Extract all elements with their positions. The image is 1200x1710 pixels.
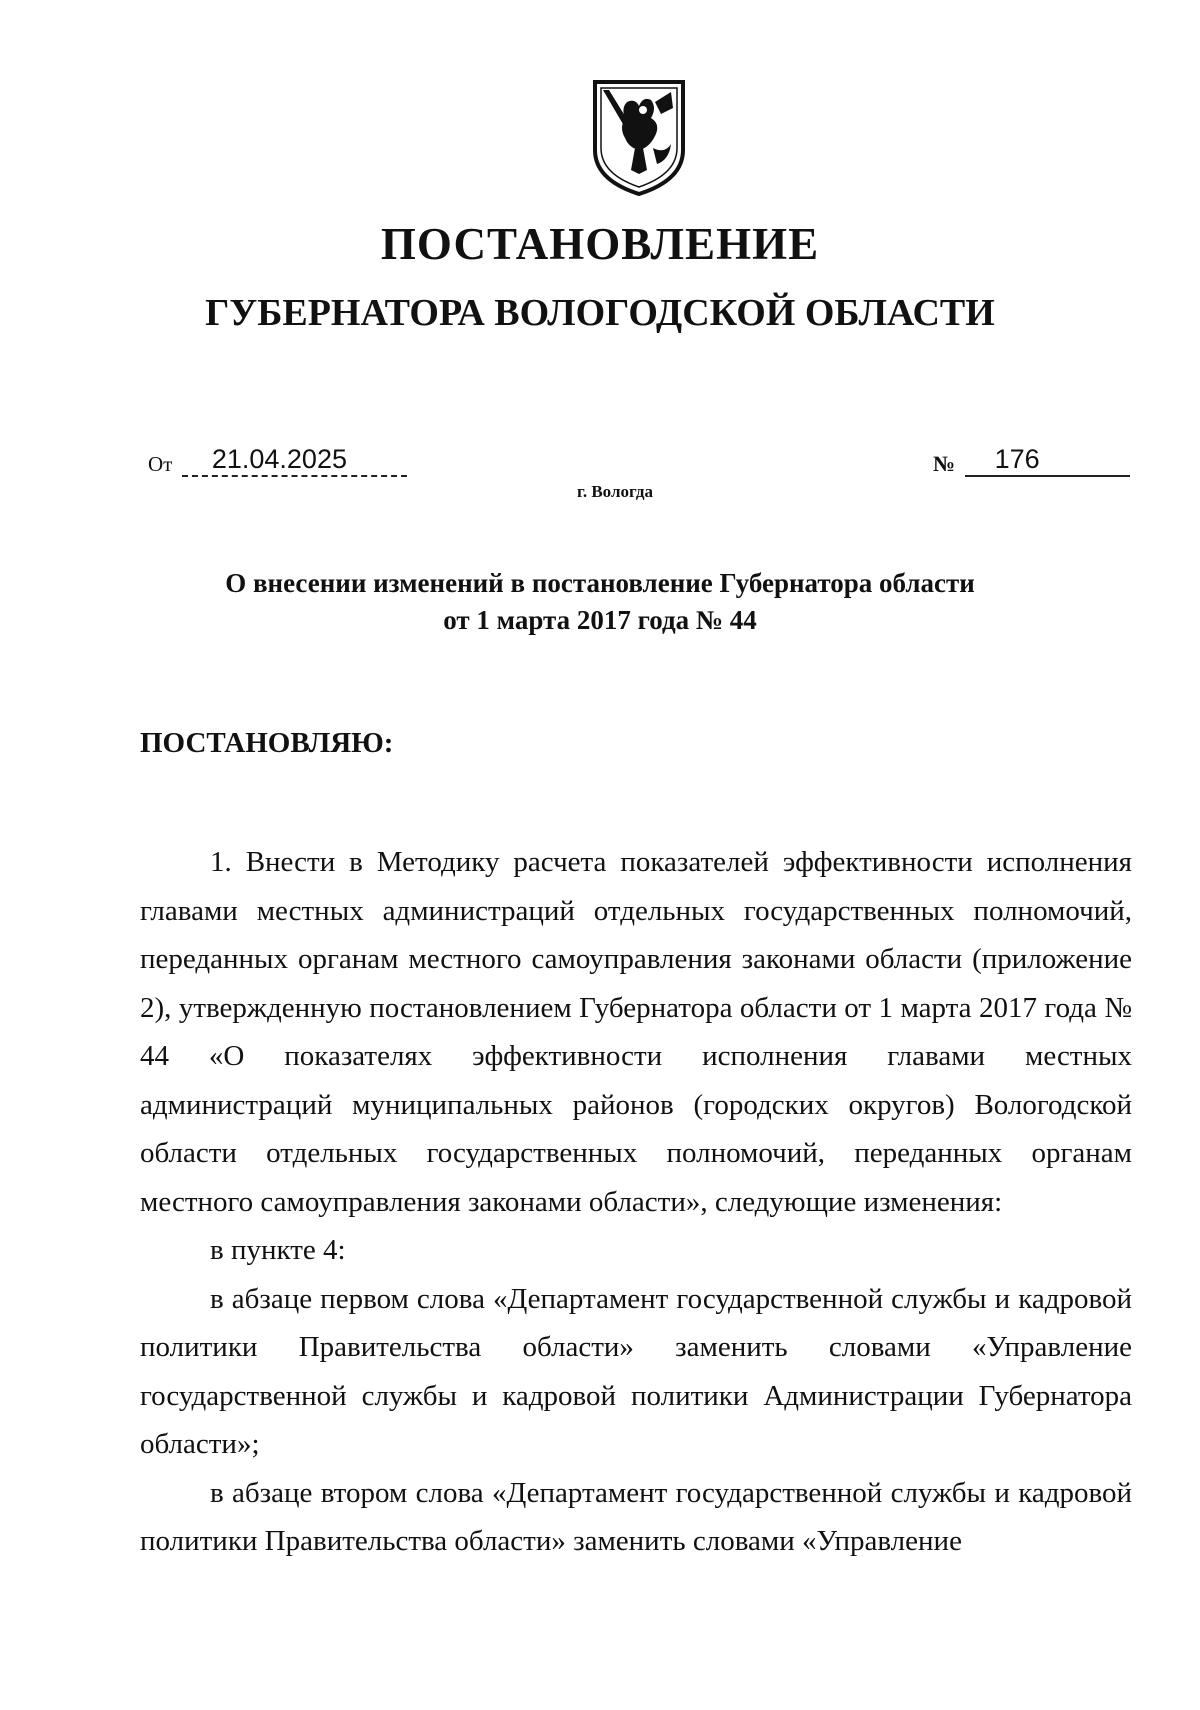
- document-type-title: ПОСТАНОВЛЕНИЕ: [380, 219, 820, 269]
- body-paragraph-2: в пункте 4:: [210, 1234, 346, 1266]
- document-date-row: [148, 444, 407, 477]
- document-issuer-title: ГУБЕРНАТОРА ВОЛОГОДСКОЙ ОБЛАСТИ: [205, 292, 995, 334]
- document-date: 21.04.2025: [182, 444, 407, 477]
- date-prefix-label: От: [148, 452, 173, 476]
- body-paragraph-3: в абзаце первом слова «Департамент государственной службы и кадровой политики Правительства области» заменить словами «Управление государственной службы и кадровой политики Администрации Губернатора области»;: [140, 1282, 1132, 1460]
- body-paragraph-4: в абзаце втором слова «Департамент государственной службы и кадровой политики Правительства области» заменить словами «Управление: [140, 1476, 1132, 1557]
- document-city: г. Вологда: [577, 482, 653, 501]
- resolve-heading: ПОСТАНОВЛЯЮ:: [140, 727, 394, 759]
- document-body: [140, 838, 1132, 1566]
- document-number: 176: [965, 444, 1130, 477]
- subject-line-1: О внесении изменений в постановление Губернатора области: [225, 568, 975, 598]
- body-paragraph-1: 1. Внести в Методику расчета показателей эффективности исполнения главами местных администраций отдельных государственных полномочий, переданных органам местного самоуправления законами области (приложение 2), утвержденную постановлением Губернатора области от 1 марта 2017 года № 44 «О показателях эффективности исполнения главами местных администраций муниципальных районов (городских округов) Вологодской области отдельных государственных полномочий, переданных органам местного самоуправления законами области», следующие изменения:: [140, 846, 1132, 1218]
- document-subject: [120, 565, 1080, 639]
- vologda-coat-of-arms-icon: [591, 78, 687, 198]
- number-sign-label: №: [933, 451, 956, 476]
- document-number-row: [933, 444, 1130, 477]
- subject-line-2: от 1 марта 2017 года № 44: [443, 605, 757, 635]
